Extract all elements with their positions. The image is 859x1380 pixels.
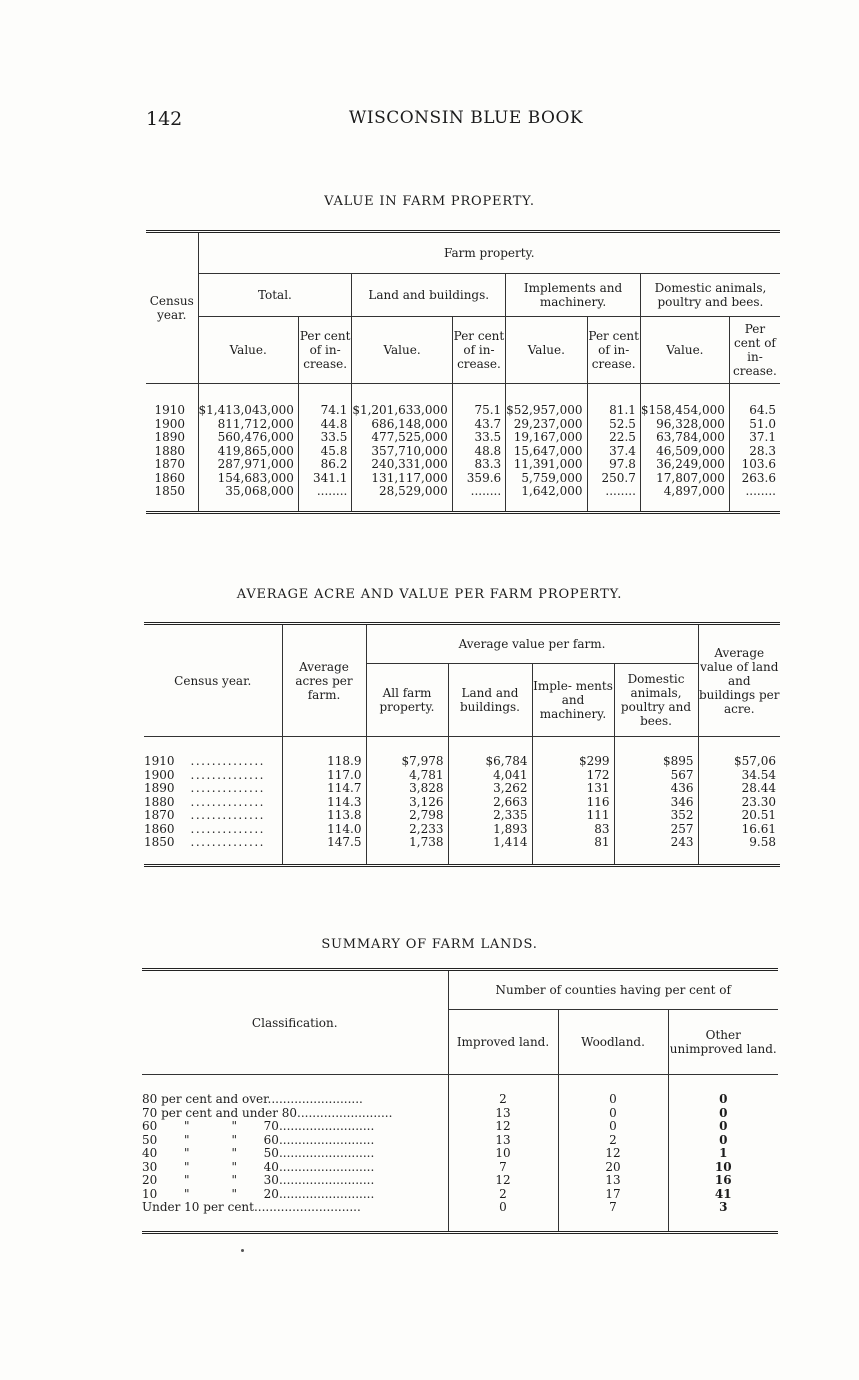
- cell-woodland: 0: [609, 1092, 617, 1106]
- all-farm-property-header: All farm property.: [366, 664, 448, 737]
- cell-label: 20 " " 30.........................: [142, 1174, 375, 1187]
- column-label: [142, 1075, 448, 1233]
- cell-total_pct: 44.8: [320, 416, 348, 431]
- cell-improved: 0: [499, 1200, 507, 1214]
- cell-other: 0: [719, 1119, 728, 1133]
- cell-land_value: 131,117,000: [371, 470, 448, 485]
- avg-land-value-per-acre-header: Average value of land and buildings per acre.: [698, 624, 780, 737]
- domestic-animals-header-2: Domestic animals, poultry and bees.: [614, 664, 698, 737]
- dot-leader: ..............: [190, 835, 265, 849]
- farm-property-header: Farm property.: [198, 232, 780, 274]
- cell-label: 40 " " 50.........................: [142, 1147, 375, 1160]
- cell-all: 3,828: [409, 781, 444, 795]
- cell-improved: 12: [495, 1173, 511, 1187]
- cell-all: 2,233: [409, 821, 444, 836]
- cell-dom_value: $158,454,000: [640, 403, 725, 417]
- table3-title: SUMMARY OF FARM LANDS.: [321, 937, 538, 952]
- cell-per_acre: 9.58: [749, 835, 776, 849]
- running-title: WISCONSIN BLUE BOOK: [348, 108, 584, 128]
- cell-dom_pct: 51.0: [749, 416, 776, 431]
- cell-land_pct: 359.6: [466, 470, 502, 485]
- cell-total_value: 560,476,000: [217, 430, 294, 444]
- cell-dom: 243: [670, 835, 694, 849]
- cell-acres: 114.0: [327, 821, 362, 836]
- summary-farm-lands-table: [142, 968, 778, 1234]
- cell-acres: 114.3: [327, 794, 362, 809]
- cell-impl: 172: [586, 767, 610, 782]
- cell-land_value: 28,529,000: [379, 484, 448, 498]
- column-land_pct: [452, 384, 505, 513]
- cell-per_acre: 23.30: [741, 794, 776, 809]
- cell-impl_value: 1,642,000: [521, 484, 583, 498]
- cell-other: 1: [719, 1146, 728, 1160]
- column-impl_pct: [587, 384, 640, 513]
- cell-improved: 2: [499, 1092, 507, 1106]
- cell-impl_value: $52,957,000: [506, 403, 583, 417]
- cell-total_value: 154,683,000: [217, 470, 294, 485]
- cell-improved: 2: [499, 1186, 507, 1201]
- cell-woodland: 13: [605, 1173, 621, 1187]
- cell-label: Under 10 per cent............................: [142, 1201, 361, 1214]
- cell-label: 70 per cent and under 80.........................: [142, 1106, 393, 1120]
- cell-per_acre: 28.44: [741, 781, 776, 795]
- column-all: [366, 737, 448, 866]
- cell-per_acre: $57,06: [734, 754, 776, 768]
- land-buildings-header: Land and buildings.: [352, 274, 506, 317]
- cell-dom_pct: 37.1: [749, 430, 776, 444]
- average-value-per-farm-table: [144, 622, 780, 867]
- cell-impl_pct: 22.5: [609, 430, 636, 444]
- farm-property-value-table: [146, 230, 780, 514]
- avg-acres-header: Average acres per farm.: [282, 624, 366, 737]
- cell-impl_pct: 52.5: [609, 416, 636, 431]
- cell-improved: 12: [495, 1119, 511, 1133]
- column-impl_value: [506, 384, 587, 513]
- dot-leader: ..............: [190, 781, 265, 795]
- cell-year: 1860: [154, 470, 186, 485]
- census-year: 1900: [144, 767, 175, 782]
- total-percent-header: Per cent of in- crease.: [298, 317, 351, 384]
- cell-impl_value: 19,167,000: [513, 430, 583, 444]
- cell-land_pct: 75.1: [474, 403, 502, 417]
- cell-impl: 116: [586, 794, 610, 809]
- cell-acres: 117.0: [327, 767, 362, 782]
- cell-dom_pct: 28.3: [749, 443, 776, 458]
- column-total_pct: [298, 384, 351, 513]
- cell-year: 1900: [154, 416, 186, 431]
- column-year: [144, 737, 282, 866]
- cell-per_acre: 20.51: [741, 808, 776, 822]
- cell-woodland: 0: [609, 1119, 617, 1133]
- cell-dom: $895: [662, 754, 694, 768]
- cell-dom_value: 17,807,000: [656, 470, 725, 485]
- cell-land_pct: 83.3: [474, 457, 502, 471]
- cell-year: [144, 769, 282, 783]
- total-value-header: Value.: [198, 317, 298, 384]
- cell-label: 60 " " 70.........................: [142, 1120, 375, 1133]
- page-header: [146, 108, 786, 130]
- implements-header: Implements and machinery.: [506, 274, 641, 317]
- cell-land_pct: 48.8: [474, 443, 502, 458]
- cell-woodland: 2: [609, 1132, 617, 1147]
- cell-year: [144, 823, 282, 837]
- census-year: 1850: [144, 835, 175, 849]
- cell-other: 0: [719, 1092, 728, 1106]
- cell-total_value: 287,971,000: [217, 457, 294, 471]
- census-year-header-2: Census year.: [144, 624, 282, 737]
- cell-year: 1890: [154, 430, 186, 444]
- dot-leader: ..............: [190, 754, 265, 768]
- cell-all: 2,798: [409, 808, 444, 822]
- land-value-header: Value.: [352, 317, 452, 384]
- cell-year: [144, 782, 282, 796]
- classification-header: Classification.: [142, 970, 448, 1075]
- cell-land_value: 357,710,000: [371, 443, 448, 458]
- cell-year: [144, 836, 282, 850]
- census-year: 1880: [144, 794, 175, 809]
- land-buildings-header-2: Land and buildings.: [448, 664, 532, 737]
- cell-dom_pct: 263.6: [741, 470, 776, 485]
- column-woodland: [558, 1075, 668, 1233]
- column-dom_pct: [729, 384, 780, 513]
- cell-year: [144, 755, 282, 769]
- cell-land_pct: 43.7: [474, 416, 502, 431]
- cell-impl_value: 29,237,000: [513, 416, 583, 431]
- census-year: 1890: [144, 781, 175, 795]
- column-improved: [448, 1075, 558, 1233]
- cell-land_pct: 33.5: [474, 430, 502, 444]
- cell-dom_value: 46,509,000: [656, 443, 725, 458]
- cell-year: 1870: [154, 457, 186, 471]
- cell-impl_pct: 250.7: [601, 470, 636, 485]
- column-dom_value: [640, 384, 729, 513]
- cell-impl: 81: [594, 835, 610, 849]
- cell-impl_value: 15,647,000: [513, 443, 583, 458]
- cell-year: 1880: [154, 443, 186, 458]
- table2-title: AVERAGE ACRE AND VALUE PER FARM PROPERTY.: [236, 587, 623, 602]
- cell-impl: 111: [586, 808, 610, 822]
- cell-other: 3: [719, 1200, 728, 1214]
- table-body-row: [142, 1075, 778, 1233]
- cell-year: 1910: [154, 403, 186, 417]
- cell-year: 1850: [154, 484, 186, 498]
- cell-land_value: 477,525,000: [371, 430, 448, 444]
- cell-all: 3,126: [409, 794, 444, 809]
- cell-acres: 113.8: [327, 808, 362, 822]
- cell-land: 3,262: [493, 781, 528, 795]
- cell-dom_value: 36,249,000: [656, 457, 725, 471]
- total-header: Total.: [198, 274, 352, 317]
- cell-total_pct: 33.5: [320, 430, 348, 444]
- cell-total_pct: 341.1: [312, 470, 348, 485]
- cell-per_acre: 16.61: [741, 821, 776, 836]
- cell-dom_value: 4,897,000: [663, 484, 725, 498]
- cell-dom: 352: [670, 808, 694, 822]
- cell-improved: 7: [499, 1159, 507, 1174]
- cell-other: 0: [719, 1105, 728, 1120]
- cell-land_pct: ........: [470, 484, 502, 498]
- cell-total_pct: 45.8: [320, 443, 348, 458]
- census-year-header: Census year.: [146, 232, 198, 384]
- cell-improved: 13: [495, 1132, 511, 1147]
- column-land: [448, 737, 532, 866]
- cell-land_value: 240,331,000: [371, 457, 448, 471]
- cell-label: 50 " " 60.........................: [142, 1133, 375, 1147]
- cell-per_acre: 34.54: [741, 767, 776, 782]
- cell-impl_pct: 81.1: [609, 403, 636, 417]
- cell-all: 1,738: [409, 835, 444, 849]
- cell-acres: 114.7: [327, 781, 362, 795]
- cell-land: $6,784: [485, 754, 528, 768]
- dot-leader: ..............: [190, 808, 265, 822]
- cell-impl: $299: [578, 754, 610, 768]
- cell-total_pct: 74.1: [320, 403, 348, 417]
- dot-leader: ..............: [190, 794, 265, 809]
- cell-land: 2,335: [493, 808, 528, 822]
- cell-total_pct: ........: [316, 484, 348, 498]
- cell-improved: 13: [495, 1105, 511, 1120]
- census-year: 1870: [144, 808, 175, 822]
- cell-all: $7,978: [401, 754, 444, 768]
- cell-dom_pct: 103.6: [741, 457, 776, 471]
- column-land_value: [352, 384, 452, 513]
- cell-dom_pct: ........: [745, 484, 776, 498]
- table-body-row: [146, 384, 780, 513]
- cell-land: 2,663: [493, 794, 528, 809]
- cell-woodland: 0: [609, 1105, 617, 1120]
- cell-label: 80 per cent and over.........................: [142, 1093, 363, 1106]
- page-number: 142: [146, 108, 183, 130]
- cell-woodland: 17: [605, 1186, 621, 1201]
- cell-impl_value: 11,391,000: [513, 457, 583, 471]
- column-impl: [532, 737, 614, 866]
- cell-impl_value: 5,759,000: [521, 470, 583, 485]
- cell-improved: 10: [495, 1146, 511, 1160]
- cell-dom: 436: [670, 781, 694, 795]
- column-per_acre: [698, 737, 780, 866]
- dot-leader: ..............: [190, 767, 265, 782]
- implements-header-2: Imple- ments and machinery.: [532, 664, 614, 737]
- column-other: [668, 1075, 778, 1233]
- other-unimproved-header: Other unimproved land.: [668, 1010, 778, 1075]
- cell-woodland: 12: [605, 1146, 621, 1160]
- cell-impl: 83: [594, 821, 610, 836]
- cell-label: 30 " " 40.........................: [142, 1160, 375, 1174]
- avg-value-per-farm-header: Average value per farm.: [366, 624, 698, 664]
- improved-land-header: Improved land.: [448, 1010, 558, 1075]
- cell-other: 41: [714, 1186, 732, 1201]
- land-percent-header: Per cent of in- crease.: [452, 317, 505, 384]
- cell-total_pct: 86.2: [320, 457, 348, 471]
- cell-woodland: 7: [609, 1200, 617, 1214]
- cell-dom_pct: 64.5: [749, 403, 776, 417]
- cell-other: 10: [714, 1159, 732, 1174]
- number-of-counties-header: Number of counties having per cent of: [448, 970, 778, 1010]
- cell-land_value: $1,201,633,000: [352, 403, 448, 417]
- cell-impl_pct: 37.4: [609, 443, 636, 458]
- implements-value-header: Value.: [506, 317, 587, 384]
- cell-total_value: 35,068,000: [225, 484, 294, 498]
- column-acres: [282, 737, 366, 866]
- table1-title: VALUE IN FARM PROPERTY.: [324, 194, 535, 209]
- domestic-percent-header: Per cent of in- crease.: [729, 317, 780, 384]
- cell-other: 16: [714, 1173, 732, 1187]
- cell-impl_pct: 97.8: [609, 457, 636, 471]
- cell-acres: 147.5: [327, 835, 362, 849]
- cell-dom: 567: [670, 767, 694, 782]
- implements-percent-header: Per cent of in- crease.: [587, 317, 640, 384]
- cell-acres: 118.9: [327, 754, 362, 768]
- dot-leader: ..............: [190, 821, 265, 836]
- cell-land_value: 686,148,000: [371, 416, 448, 431]
- cell-total_value: $1,413,043,000: [198, 403, 294, 417]
- cell-dom_value: 63,784,000: [656, 430, 725, 444]
- cell-land: 1,893: [493, 821, 528, 836]
- cell-land: 4,041: [493, 767, 528, 782]
- cell-label: 10 " " 20.........................: [142, 1187, 375, 1201]
- ink-spot: [241, 1249, 244, 1252]
- domestic-animals-header: Domestic animals, poultry and bees.: [640, 274, 780, 317]
- domestic-value-header: Value.: [640, 317, 729, 384]
- cell-dom: 257: [670, 821, 694, 836]
- cell-land: 1,414: [493, 835, 528, 849]
- table-body-row: [144, 737, 780, 866]
- census-year: 1860: [144, 821, 175, 836]
- cell-total_value: 419,865,000: [217, 443, 294, 458]
- cell-all: 4,781: [409, 767, 444, 782]
- cell-year: [144, 796, 282, 810]
- woodland-header: Woodland.: [558, 1010, 668, 1075]
- column-total_value: [198, 384, 298, 513]
- cell-dom: 346: [670, 794, 694, 809]
- column-dom: [614, 737, 698, 866]
- cell-woodland: 20: [605, 1159, 621, 1174]
- column-year: [146, 384, 198, 513]
- cell-impl: 131: [586, 781, 610, 795]
- cell-dom_value: 96,328,000: [656, 416, 725, 431]
- census-year: 1910: [144, 754, 175, 768]
- cell-other: 0: [719, 1132, 728, 1147]
- cell-year: [144, 809, 282, 823]
- cell-total_value: 811,712,000: [217, 416, 294, 431]
- cell-impl_pct: ........: [605, 484, 636, 498]
